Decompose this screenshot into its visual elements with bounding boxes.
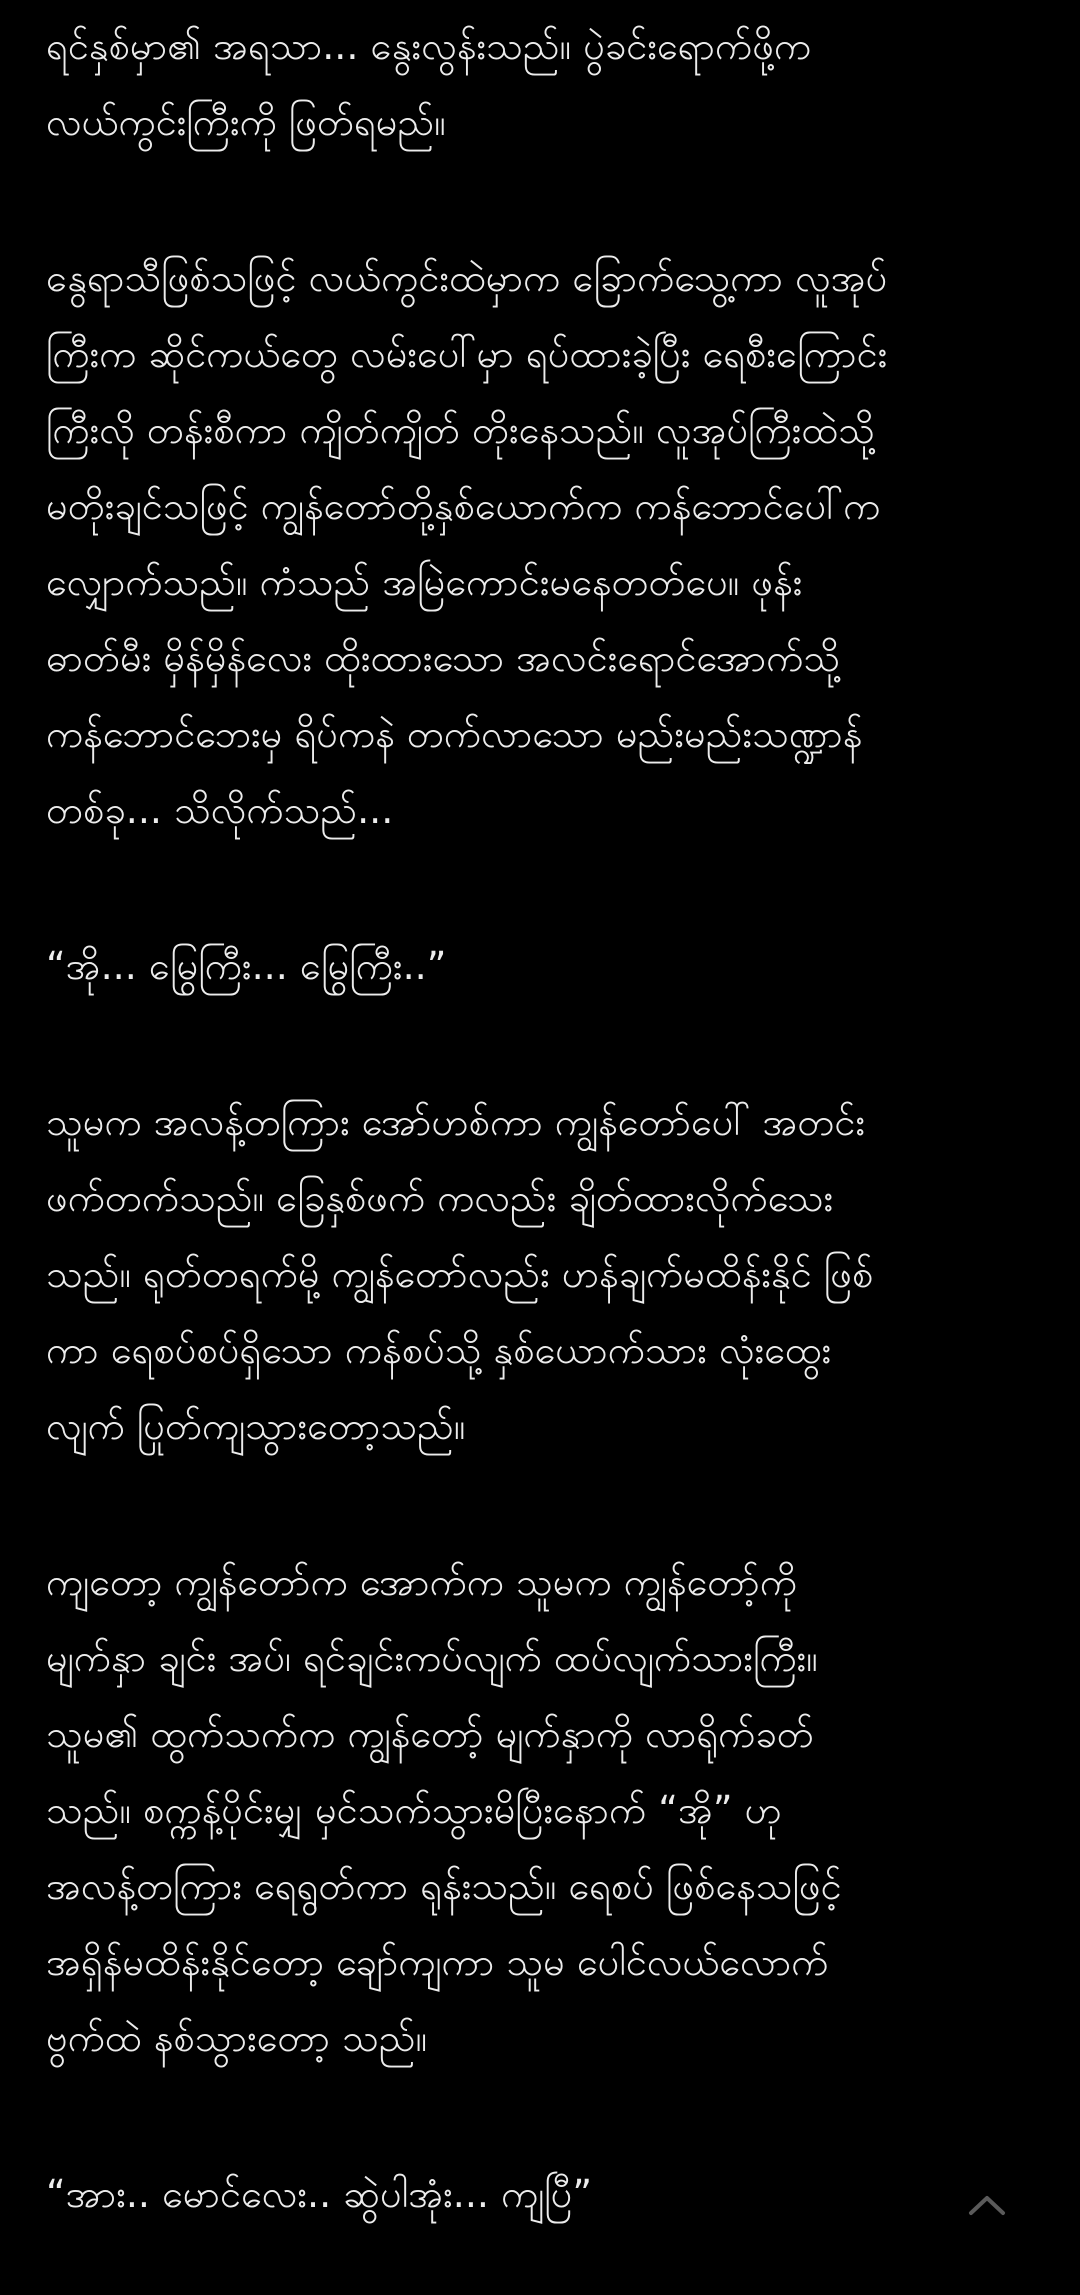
text-line: သူမ၏ ထွက်သက်က ကျွန်တော့် မျက်နှာကို လာရိုက်ခတ်: [46, 1712, 814, 1756]
text-line: ကန်ဘောင်ဘေးမှ ရိပ်ကနဲ တက်လာသော မည်းမည်းသဏ္ဍာန်: [46, 712, 863, 756]
paragraph: [46, 240, 1044, 848]
text-line: သူမက အလန့်တကြား အော်ဟစ်ကာ ကျွန်တော်ပေါ် အတင်း: [46, 1100, 866, 1144]
text-line: သည်။ စက္ကန့်ပိုင်းမျှ မှင်သက်သွားမိပြီးနောက် “အို” ဟု: [46, 1788, 782, 1832]
scroll-to-top-button[interactable]: [962, 2180, 1012, 2230]
text-line: လျှောက်သည်။ ကံသည် အမြဲကောင်းမနေတတ်ပေ။ ဖုန်း: [46, 560, 803, 604]
text-line: အလန့်တကြား ရေရွတ်ကာ ရုန်းသည်။ ရေစပ် ဖြစ်နေသဖြင့်: [46, 1864, 842, 1908]
text-line: နွေရာသီဖြစ်သဖြင့် လယ်ကွင်းထဲမှာက ခြောက်သွေ့ကာ လူအုပ်: [46, 256, 888, 300]
text-line: ဖက်တက်သည်။ ခြေနှစ်ဖက် ကလည်း ချိတ်ထားလိုက်သေး: [46, 1176, 834, 1220]
text-line: “အား.. မောင်လေး.. ဆွဲပါအုံး... ကျပြီ”: [46, 2172, 593, 2216]
text-line: မျက်နှာ ချင်း အပ်၊ ရင်ချင်းကပ်လျက် ထပ်လျက်သားကြီး။: [46, 1636, 818, 1680]
paragraph: [46, 8, 1044, 160]
text-line: ကြီးက ဆိုင်ကယ်တွေ လမ်းပေါ်မှာ ရပ်ထားခဲ့ပြီး ရေစီးကြောင်း: [46, 332, 888, 376]
text-line: ကျတော့ ကျွန်တော်က အောက်က သူမက ကျွန်တော့်ကို: [46, 1560, 798, 1604]
text-line: တစ်ခု... သိလိုက်သည်...: [46, 788, 394, 832]
paragraph: [46, 1544, 1044, 2076]
chevron-up-icon: [967, 2193, 1007, 2217]
text-line: “အို... မြွေကြီး... မြွေကြီး..”: [46, 944, 447, 988]
chapter-text: [46, 8, 1044, 2295]
paragraph: [46, 2156, 1044, 2232]
paragraph: [46, 1084, 1044, 1464]
text-line: ဓာတ်မီး မှိန်မှိန်လေး ထိုးထားသော အလင်းရောင်အောက်သို့: [46, 636, 841, 680]
text-line: လျက် ပြုတ်ကျသွားတော့သည်။: [46, 1404, 466, 1448]
text-line: လယ်ကွင်းကြီးကို ဖြတ်ရမည်။: [46, 100, 446, 144]
text-line: ရင်နှစ်မှာ၏ အရသာ... နွေးလွန်းသည်။ ပွဲခင်းရောက်ဖို့က: [46, 24, 812, 68]
paragraph: [46, 928, 1044, 1004]
text-line: ကြီးလို တန်းစီကာ ကျိတ်ကျိတ် တိုးနေသည်။ လူအုပ်ကြီးထဲသို့: [46, 408, 875, 452]
text-line: မတိုးချင်သဖြင့် ကျွန်တော်တို့နှစ်ယောက်က ကန်ဘောင်ပေါ်က: [46, 484, 881, 528]
text-line: သည်။ ရုတ်တရက်မို့ ကျွန်တော်လည်း ဟန်ချက်မထိန်းနိုင် ဖြစ်: [46, 1252, 874, 1296]
text-line: အရှိန်မထိန်းနိုင်တော့ ချော်ကျကာ သူမ ပေါင်လယ်လောက်: [46, 1940, 829, 1984]
text-line: ကာ ရေစပ်စပ်ရှိသော ကန်စပ်သို့ နှစ်ယောက်သား လုံးထွေး: [46, 1328, 832, 1372]
text-line: ဗွက်ထဲ နစ်သွားတော့ သည်။: [46, 2016, 428, 2060]
